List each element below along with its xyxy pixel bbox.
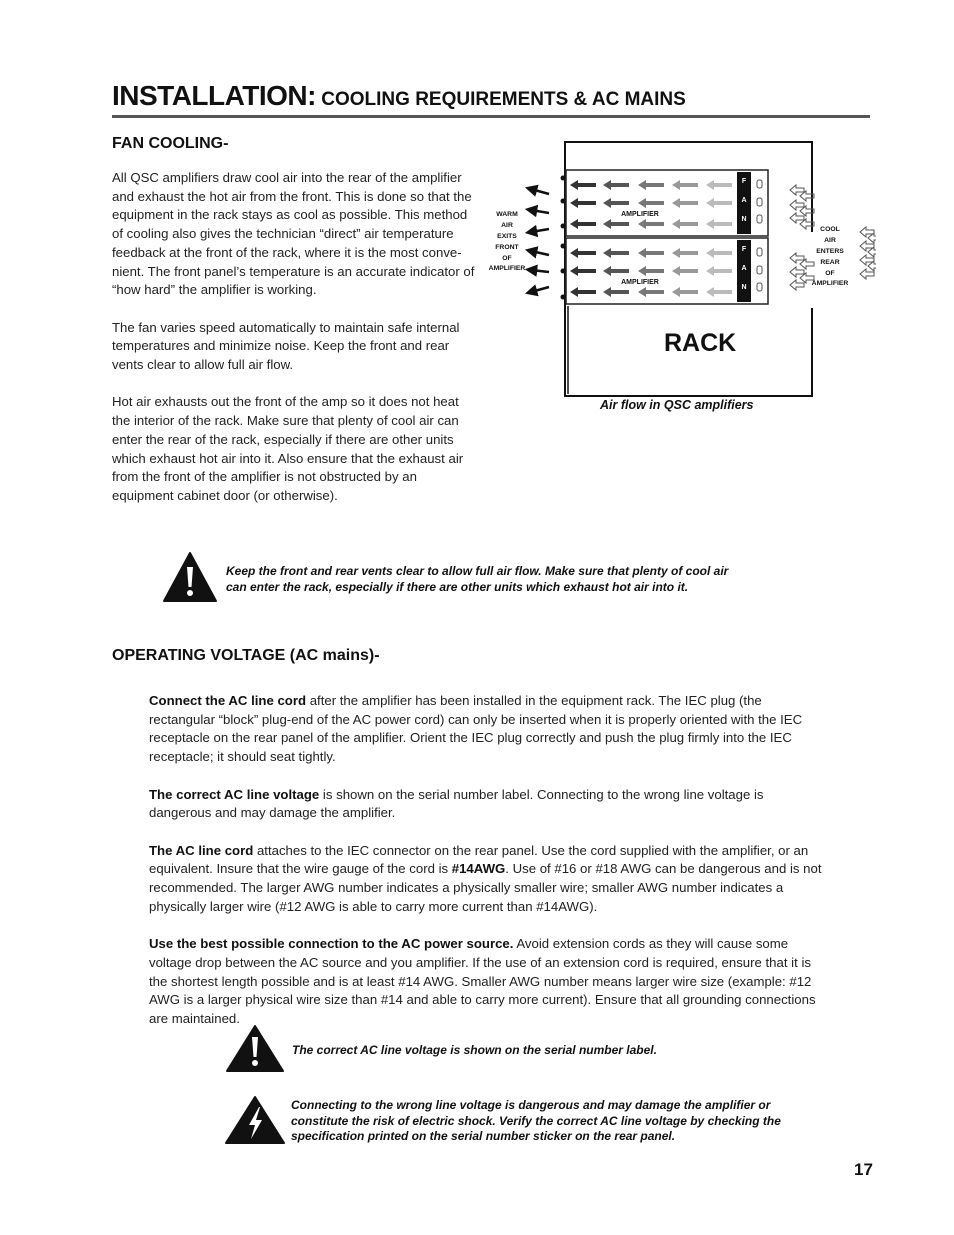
svg-text:AIR: AIR: [501, 222, 513, 229]
cool-air-arrow: [860, 255, 874, 265]
svg-text:COOL: COOL: [820, 226, 840, 233]
cool-air-arrow: [860, 227, 874, 237]
amplifier-label-bottom: AMPLIFIER: [621, 279, 659, 286]
fan-letter: A: [741, 265, 747, 272]
svg-text:EXITS: EXITS: [497, 233, 517, 240]
ac-paragraph-1: Connect the AC line cord after the amplifier has been installed in the equipment rack. The IEC plug (the rectangular “block” plug-end of the AC power cord) can only be inserted when it is properly oriented with the IEC receptacle on the rear panel of the amplifier. Orient the IEC plug correctly and push the plug firmly into the IEC receptacle; it should seat tightly.: [149, 693, 803, 765]
svg-text:ENTERS: ENTERS: [816, 248, 844, 255]
warm-air-label: [489, 211, 526, 272]
page-title: [112, 80, 686, 112]
cool-air-arrow: [790, 185, 804, 195]
diagram-caption: Air flow in QSC amplifiers: [600, 398, 754, 412]
fan-cooling-paragraph-3: Hot air exhausts out the front of the amp so it does not heat the interior of the rack. Make sure that plenty of cool air can enter the rear of the rack, especially if there are other units which exhaust hot air into it. Also ensure that the exhaust air from the front of the amplifier is not obstructed by an equipment cabinet door (or otherwise).: [112, 394, 464, 503]
fan-cooling-text: [112, 169, 480, 524]
page-number: 17: [854, 1160, 873, 1179]
shock-warning-note: Connecting to the wrong line voltage is dangerous and may damage the amplifier or constitute the risk of electric shock. Verify the correct AC line voltage by checking the specification printed on the serial number sticker on the rear panel.: [291, 1098, 781, 1144]
svg-text:FRONT: FRONT: [495, 244, 519, 251]
cool-air-label: [812, 226, 849, 287]
fan-letter: N: [741, 216, 747, 223]
ac-paragraph-4: Use the best possible connection to the AC power source. Avoid extension cords as they will cause some voltage drop between the AC source and you amplifier. If the use of an extension cord is required, ensure that it is the shortest length possible and is at least #14 AWG. Smaller AWG number means larger wire size (example: #12 AWG is a larger physical wire size than #14 and able to carry more current). Ensure that all grounding connections are maintained.: [149, 936, 816, 1026]
voltage-warning-note: The correct AC line voltage is shown on the serial number label.: [292, 1043, 657, 1057]
cool-air-arrow: [790, 253, 804, 263]
ac-paragraph-3: The AC line cord attaches to the IEC connector on the rear panel. Use the cord supplied with the amplifier, or an equivalent. Insure that the wire gauge of the cord is #14AWG. Use of #16 or #18 AWG can be dangerous and is not recommended. The larger AWG number indicates a physically smaller wire; smaller AWG number indicates a physically larger wire (#12 AWG is able to carry more current than #14AWG).: [149, 842, 822, 914]
svg-text:OF: OF: [825, 270, 835, 277]
operating-voltage-text: [149, 692, 823, 1047]
fan-letter: F: [741, 246, 747, 253]
svg-text:AMPLIFIER: AMPLIFIER: [488, 265, 526, 272]
cool-air-arrow: [790, 200, 804, 210]
title-rule: [112, 115, 870, 118]
cool-air-arrow: [790, 267, 804, 277]
amplifier-label-top: AMPLIFIER: [621, 211, 659, 218]
airflow-diagram: [484, 138, 876, 400]
cool-air-arrow: [790, 280, 804, 290]
warm-air-arrows: [531, 189, 549, 292]
cool-air-arrow: [860, 241, 874, 251]
title-main: INSTALLATION:: [112, 80, 316, 111]
svg-text:OF: OF: [502, 255, 512, 262]
title-sub: COOLING REQUIREMENTS & AC MAINS: [315, 89, 686, 110]
svg-text:WARM: WARM: [496, 211, 518, 218]
cool-air-arrow: [790, 213, 804, 223]
warning-triangle-icon: [162, 551, 218, 603]
fan-cooling-heading: FAN COOLING-: [112, 135, 229, 152]
svg-text:REAR: REAR: [820, 259, 840, 266]
fan-letter: A: [741, 197, 747, 204]
cool-air-arrow: [860, 269, 874, 279]
operating-voltage-heading: OPERATING VOLTAGE (AC mains)-: [112, 647, 380, 664]
electric-shock-warning-icon: [224, 1095, 286, 1145]
svg-text:AIR: AIR: [824, 237, 836, 244]
warning-triangle-icon: [225, 1024, 285, 1073]
fan-letter: F: [741, 178, 747, 185]
fan-warning-note: Keep the front and rear vents clear to allow full air flow. Make sure that plenty of cool air can enter the rack, especially if there are other units which exhaust hot air into it.: [226, 564, 729, 594]
fan-cooling-paragraph-1: All QSC amplifiers draw cool air into the rear of the amplifier and exhaust the hot air from the front. This is done so that the equipment in the rack stays as cool as possible. This method of cooling also gives the technician “direct” air temperature feedback at the front of the rack, where it is the most conve-nient. The front panel’s temperature is an accurate indicator of “how hard” the amplifier is working.: [112, 170, 475, 298]
rack-label: RACK: [664, 329, 737, 357]
fan-letter: N: [741, 284, 747, 291]
ac-paragraph-2: The correct AC line voltage is shown on the serial number label. Connecting to the wrong line voltage is dangerous and may damage the amplifier.: [149, 786, 764, 821]
fan-cooling-paragraph-2: The fan varies speed automatically to maintain safe internal temperatures and minimize noise. Keep the front and rear vents clear to allow full air flow.: [112, 319, 460, 373]
svg-text:AMPLIFIER: AMPLIFIER: [811, 280, 849, 287]
